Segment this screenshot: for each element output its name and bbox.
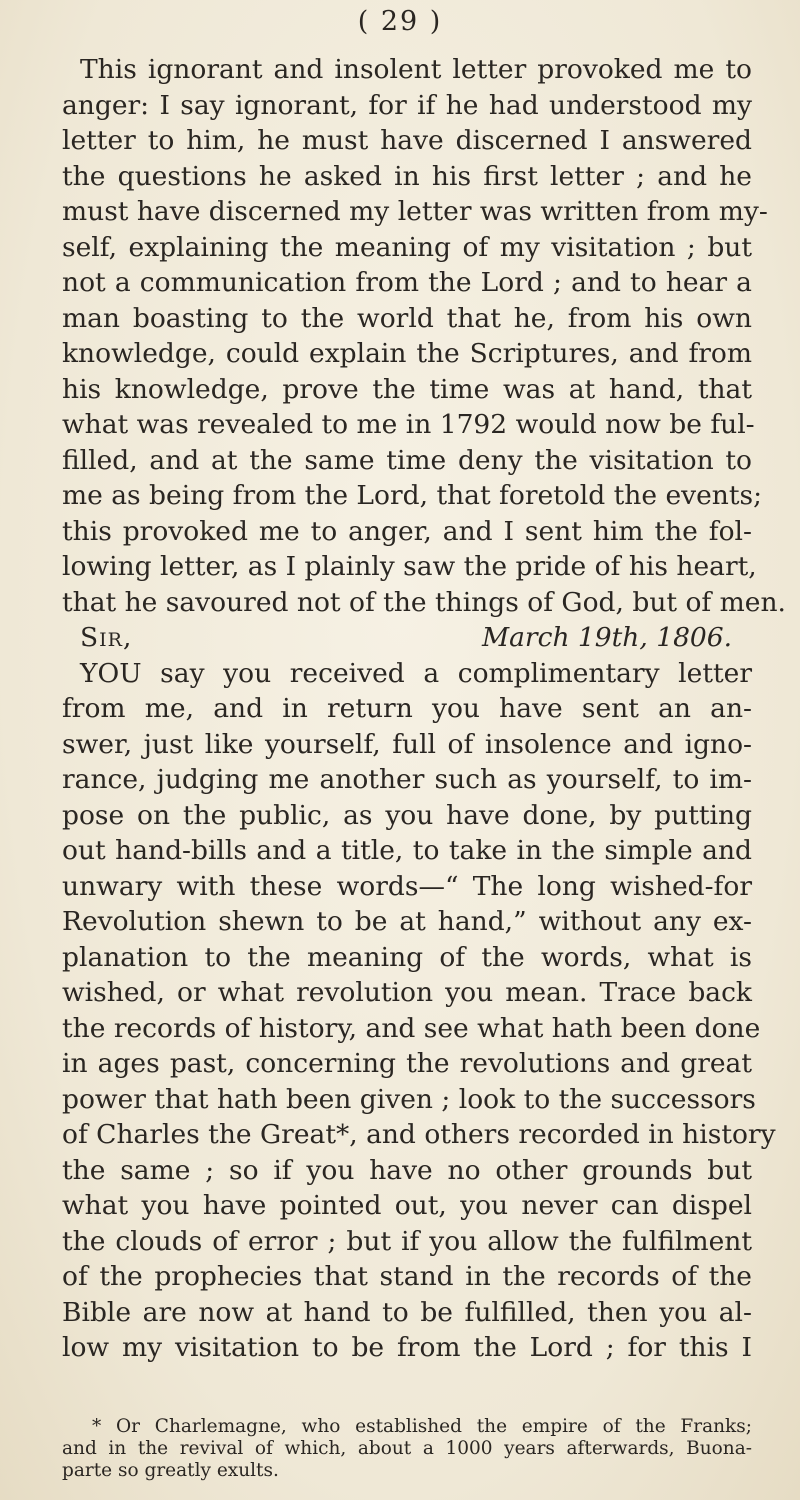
letter-line: wished, or what revolution you mean. Trace back (62, 977, 752, 1008)
letter-line: out hand-bills and a title, to take in the simple and (62, 835, 752, 866)
body-line: knowledge, could explain the Scriptures, and from (62, 338, 752, 369)
letter-date: March 19th, 1806. (482, 622, 733, 653)
footnote-line: * Or Charlemagne, who established the empire of the Franks; (92, 1416, 752, 1437)
body-line: this provoked me to anger, and I sent him the fol- (62, 515, 752, 547)
letter-line: the clouds of error ; but if you allow the fulfilment (62, 1225, 752, 1257)
letter-line: of Charles the Great*, and others recorded in history (62, 1119, 776, 1150)
letter-line: the same ; so if you have no other grounds but (62, 1154, 752, 1186)
body-line: his knowledge, prove the time was at hand, that (62, 373, 752, 405)
page-number: ( 29 ) (357, 6, 443, 37)
letter-line: from me, and in return you have sent an an- (62, 693, 752, 724)
footnote (62, 1416, 752, 1482)
body-line: must have discerned my letter was written from my- (62, 196, 768, 227)
body-line: what was revealed to me in 1792 would now be ful- (62, 409, 755, 440)
body-line: that he savoured not of the things of God, but of men. (62, 586, 786, 618)
body-line: me as being from the Lord, that foretold the events; (62, 480, 763, 511)
body-line: not a communication from the Lord ; and to hear a (62, 267, 752, 298)
body-line: filled, and at the same time deny the visitation to (62, 444, 752, 476)
body-line: letter to him, he must have discerned I answered (62, 125, 752, 156)
letter-line: swer, just like yourself, full of insolence and igno- (62, 728, 752, 760)
body-line: man boasting to the world that he, from his own (62, 302, 752, 334)
letter-line: YOU say you received a complimentary letter (80, 657, 752, 689)
letter-line: low my visitation to be from the Lord ; for this I (62, 1332, 752, 1363)
letter-line: unwary with these words—“ The long wished-for (62, 870, 752, 902)
letter-line: pose on the public, as you have done, by putting (62, 799, 752, 831)
letter-line: Revolution shewn to be at hand,” without any ex- (62, 906, 752, 937)
body-line: self, explaining the meaning of my visitation ; but (62, 231, 752, 263)
body-line: anger: I say ignorant, for if he had understood my (62, 89, 752, 121)
letter-line: in ages past, concerning the revolutions and great (62, 1048, 752, 1079)
letter-line: what you have pointed out, you never can dispel (62, 1190, 752, 1221)
letter-salutation: Sir, (80, 622, 133, 653)
letter-heading (62, 620, 752, 656)
letter-line: power that hath been given ; look to the successors (62, 1083, 756, 1115)
letter-line: Bible are now at hand to be fulfilled, then you al- (62, 1296, 752, 1328)
body-line: the questions he asked in his first letter ; and he (62, 160, 752, 192)
body-line: lowing letter, as I plainly saw the pride of his heart, (62, 551, 757, 582)
letter-line: rance, judging me another such as yourself, to im- (62, 764, 752, 795)
letter-line: the records of history, and see what hath been done (62, 1012, 761, 1044)
footnote-line: parte so greatly exults. (62, 1460, 279, 1481)
letter-line: of the prophecies that stand in the records of the (62, 1261, 752, 1292)
body-text (62, 52, 786, 1366)
letter-line: planation to the meaning of the words, what is (62, 941, 752, 973)
body-line: This ignorant and insolent letter provoked me to (80, 54, 752, 85)
footnote-line: and in the revival of which, about a 1000 years afterwards, Buona- (62, 1438, 752, 1459)
